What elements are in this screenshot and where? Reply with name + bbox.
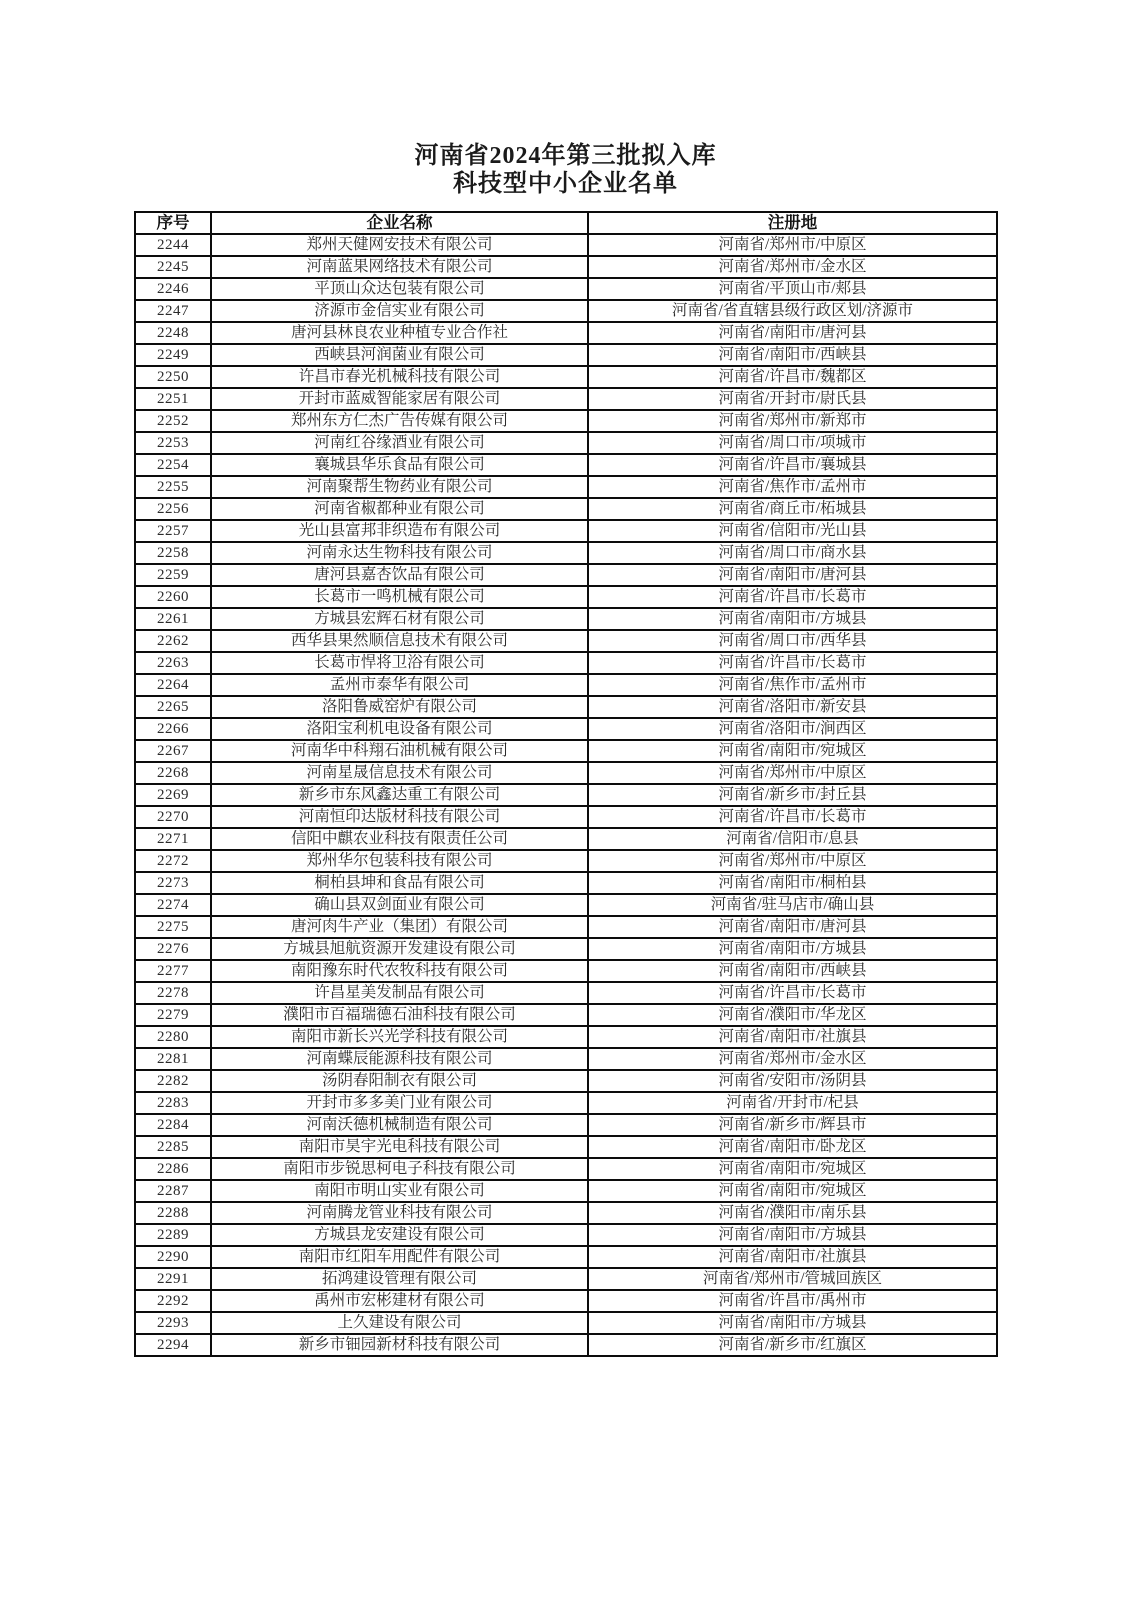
cell-company-name: 唐河县嘉杏饮品有限公司 [211, 564, 588, 586]
cell-company-name: 南阳市步锐思柯电子科技有限公司 [211, 1158, 588, 1180]
cell-registration-place: 河南省/郑州市/新郑市 [588, 410, 997, 432]
cell-company-name: 河南恒印达版材科技有限公司 [211, 806, 588, 828]
cell-registration-place: 河南省/许昌市/长葛市 [588, 806, 997, 828]
cell-company-name: 河南红谷缘酒业有限公司 [211, 432, 588, 454]
cell-serial-number: 2286 [135, 1158, 211, 1180]
cell-registration-place: 河南省/南阳市/宛城区 [588, 740, 997, 762]
cell-company-name: 河南星晟信息技术有限公司 [211, 762, 588, 784]
cell-registration-place: 河南省/南阳市/卧龙区 [588, 1136, 997, 1158]
cell-serial-number: 2279 [135, 1004, 211, 1026]
cell-company-name: 河南蓝果网络技术有限公司 [211, 256, 588, 278]
cell-serial-number: 2272 [135, 850, 211, 872]
cell-serial-number: 2262 [135, 630, 211, 652]
table-row [135, 1180, 997, 1202]
table-row [135, 520, 997, 542]
cell-company-name: 新乡市钿园新材科技有限公司 [211, 1334, 588, 1356]
cell-registration-place: 河南省/许昌市/长葛市 [588, 652, 997, 674]
cell-registration-place: 河南省/南阳市/西峡县 [588, 344, 997, 366]
cell-company-name: 长葛市悍将卫浴有限公司 [211, 652, 588, 674]
cell-registration-place: 河南省/新乡市/辉县市 [588, 1114, 997, 1136]
title-line-2: 科技型中小企业名单 [453, 171, 678, 197]
cell-company-name: 方城县宏辉石材有限公司 [211, 608, 588, 630]
cell-registration-place: 河南省/许昌市/长葛市 [588, 586, 997, 608]
cell-registration-place: 河南省/驻马店市/确山县 [588, 894, 997, 916]
cell-serial-number: 2284 [135, 1114, 211, 1136]
cell-serial-number: 2250 [135, 366, 211, 388]
cell-company-name: 平顶山众达包装有限公司 [211, 278, 588, 300]
cell-serial-number: 2269 [135, 784, 211, 806]
cell-company-name: 河南华中科翔石油机械有限公司 [211, 740, 588, 762]
cell-serial-number: 2247 [135, 300, 211, 322]
cell-registration-place: 河南省/开封市/尉氏县 [588, 388, 997, 410]
cell-company-name: 长葛市一鸣机械有限公司 [211, 586, 588, 608]
table-row [135, 366, 997, 388]
table-header-row [135, 212, 997, 234]
cell-registration-place: 河南省/许昌市/长葛市 [588, 982, 997, 1004]
cell-company-name: 光山县富邦非织造布有限公司 [211, 520, 588, 542]
cell-registration-place: 河南省/信阳市/息县 [588, 828, 997, 850]
cell-company-name: 郑州东方仁杰广告传媒有限公司 [211, 410, 588, 432]
cell-serial-number: 2280 [135, 1026, 211, 1048]
table-row [135, 1224, 997, 1246]
cell-registration-place: 河南省/南阳市/唐河县 [588, 916, 997, 938]
cell-serial-number: 2265 [135, 696, 211, 718]
table-row [135, 894, 997, 916]
cell-company-name: 郑州天健网安技术有限公司 [211, 234, 588, 256]
cell-company-name: 西华县果然顺信息技术有限公司 [211, 630, 588, 652]
table-row [135, 806, 997, 828]
table-row [135, 1004, 997, 1026]
table-row [135, 784, 997, 806]
cell-serial-number: 2283 [135, 1092, 211, 1114]
cell-serial-number: 2255 [135, 476, 211, 498]
cell-company-name: 上久建设有限公司 [211, 1312, 588, 1334]
cell-registration-place: 河南省/许昌市/襄城县 [588, 454, 997, 476]
cell-registration-place: 河南省/平顶山市/郏县 [588, 278, 997, 300]
cell-serial-number: 2245 [135, 256, 211, 278]
cell-registration-place: 河南省/新乡市/红旗区 [588, 1334, 997, 1356]
cell-registration-place: 河南省/南阳市/社旗县 [588, 1026, 997, 1048]
cell-company-name: 郑州华尔包装科技有限公司 [211, 850, 588, 872]
table-row [135, 1290, 997, 1312]
header-company-name: 企业名称 [211, 212, 588, 234]
cell-registration-place: 河南省/信阳市/光山县 [588, 520, 997, 542]
cell-serial-number: 2287 [135, 1180, 211, 1202]
table-row [135, 1268, 997, 1290]
table-row [135, 1334, 997, 1356]
cell-company-name: 汤阴春阳制衣有限公司 [211, 1070, 588, 1092]
cell-registration-place: 河南省/周口市/西华县 [588, 630, 997, 652]
cell-registration-place: 河南省/焦作市/孟州市 [588, 476, 997, 498]
cell-serial-number: 2256 [135, 498, 211, 520]
cell-registration-place: 河南省/南阳市/唐河县 [588, 322, 997, 344]
cell-registration-place: 河南省/郑州市/中原区 [588, 762, 997, 784]
cell-serial-number: 2252 [135, 410, 211, 432]
cell-company-name: 襄城县华乐食品有限公司 [211, 454, 588, 476]
cell-serial-number: 2264 [135, 674, 211, 696]
cell-company-name: 确山县双剑面业有限公司 [211, 894, 588, 916]
cell-registration-place: 河南省/濮阳市/南乐县 [588, 1202, 997, 1224]
cell-registration-place: 河南省/许昌市/魏都区 [588, 366, 997, 388]
cell-company-name: 洛阳鲁威窑炉有限公司 [211, 696, 588, 718]
cell-serial-number: 2263 [135, 652, 211, 674]
cell-serial-number: 2258 [135, 542, 211, 564]
cell-registration-place: 河南省/南阳市/社旗县 [588, 1246, 997, 1268]
cell-registration-place: 河南省/开封市/杞县 [588, 1092, 997, 1114]
cell-registration-place: 河南省/南阳市/桐柏县 [588, 872, 997, 894]
cell-registration-place: 河南省/南阳市/宛城区 [588, 1158, 997, 1180]
cell-company-name: 新乡市东风鑫达重工有限公司 [211, 784, 588, 806]
cell-company-name: 南阳市新长兴光学科技有限公司 [211, 1026, 588, 1048]
table-row [135, 652, 997, 674]
cell-registration-place: 河南省/郑州市/金水区 [588, 1048, 997, 1070]
cell-company-name: 开封市蓝威智能家居有限公司 [211, 388, 588, 410]
table-row [135, 696, 997, 718]
cell-serial-number: 2275 [135, 916, 211, 938]
table-row [135, 586, 997, 608]
table-row [135, 1202, 997, 1224]
cell-serial-number: 2268 [135, 762, 211, 784]
cell-company-name: 洛阳宝利机电设备有限公司 [211, 718, 588, 740]
table-row [135, 300, 997, 322]
header-registration-place: 注册地 [588, 212, 997, 234]
cell-serial-number: 2253 [135, 432, 211, 454]
table-row [135, 432, 997, 454]
cell-registration-place: 河南省/商丘市/柘城县 [588, 498, 997, 520]
cell-serial-number: 2290 [135, 1246, 211, 1268]
cell-registration-place: 河南省/南阳市/方城县 [588, 1224, 997, 1246]
cell-company-name: 南阳市昊宇光电科技有限公司 [211, 1136, 588, 1158]
cell-serial-number: 2289 [135, 1224, 211, 1246]
cell-serial-number: 2266 [135, 718, 211, 740]
cell-registration-place: 河南省/郑州市/金水区 [588, 256, 997, 278]
table-row [135, 234, 997, 256]
cell-registration-place: 河南省/周口市/商水县 [588, 542, 997, 564]
company-table [134, 211, 998, 1357]
table-row [135, 564, 997, 586]
document-title [0, 142, 1131, 198]
cell-company-name: 濮阳市百福瑞德石油科技有限公司 [211, 1004, 588, 1026]
table-row [135, 344, 997, 366]
table-row [135, 542, 997, 564]
cell-registration-place: 河南省/濮阳市/华龙区 [588, 1004, 997, 1026]
header-serial-number: 序号 [135, 212, 211, 234]
cell-serial-number: 2244 [135, 234, 211, 256]
cell-company-name: 方城县旭航资源开发建设有限公司 [211, 938, 588, 960]
cell-company-name: 河南蝶辰能源科技有限公司 [211, 1048, 588, 1070]
table-row [135, 1026, 997, 1048]
table-row [135, 1136, 997, 1158]
cell-registration-place: 河南省/南阳市/方城县 [588, 1312, 997, 1334]
cell-company-name: 河南聚帮生物药业有限公司 [211, 476, 588, 498]
table-row [135, 828, 997, 850]
cell-registration-place: 河南省/郑州市/中原区 [588, 234, 997, 256]
cell-serial-number: 2251 [135, 388, 211, 410]
cell-registration-place: 河南省/洛阳市/新安县 [588, 696, 997, 718]
cell-company-name: 禹州市宏彬建材有限公司 [211, 1290, 588, 1312]
cell-company-name: 桐柏县坤和食品有限公司 [211, 872, 588, 894]
table-row [135, 718, 997, 740]
cell-registration-place: 河南省/南阳市/方城县 [588, 608, 997, 630]
table-row [135, 1246, 997, 1268]
cell-company-name: 唐河县林良农业种植专业合作社 [211, 322, 588, 344]
table-row [135, 608, 997, 630]
table-row [135, 982, 997, 1004]
cell-serial-number: 2274 [135, 894, 211, 916]
cell-serial-number: 2248 [135, 322, 211, 344]
cell-serial-number: 2292 [135, 1290, 211, 1312]
title-line-1: 河南省2024年第三批拟入库 [414, 143, 717, 169]
table-row [135, 630, 997, 652]
cell-serial-number: 2294 [135, 1334, 211, 1356]
table-row [135, 322, 997, 344]
cell-serial-number: 2273 [135, 872, 211, 894]
cell-registration-place: 河南省/郑州市/中原区 [588, 850, 997, 872]
cell-company-name: 河南腾龙管业科技有限公司 [211, 1202, 588, 1224]
table-row [135, 762, 997, 784]
cell-serial-number: 2270 [135, 806, 211, 828]
cell-company-name: 河南省椒都种业有限公司 [211, 498, 588, 520]
table-row [135, 872, 997, 894]
cell-company-name: 唐河肉牛产业（集团）有限公司 [211, 916, 588, 938]
table-row [135, 1158, 997, 1180]
cell-serial-number: 2277 [135, 960, 211, 982]
table-row [135, 938, 997, 960]
cell-registration-place: 河南省/南阳市/方城县 [588, 938, 997, 960]
cell-company-name: 开封市多多美门业有限公司 [211, 1092, 588, 1114]
table-row [135, 256, 997, 278]
cell-serial-number: 2291 [135, 1268, 211, 1290]
cell-company-name: 方城县龙安建设有限公司 [211, 1224, 588, 1246]
cell-registration-place: 河南省/省直辖县级行政区划/济源市 [588, 300, 997, 322]
cell-company-name: 河南永达生物科技有限公司 [211, 542, 588, 564]
table-row [135, 674, 997, 696]
cell-registration-place: 河南省/许昌市/禹州市 [588, 1290, 997, 1312]
table-row [135, 498, 997, 520]
table-body [135, 234, 997, 1356]
cell-company-name: 孟州市泰华有限公司 [211, 674, 588, 696]
cell-company-name: 许昌星美发制品有限公司 [211, 982, 588, 1004]
table-row [135, 388, 997, 410]
cell-serial-number: 2293 [135, 1312, 211, 1334]
cell-company-name: 济源市金信实业有限公司 [211, 300, 588, 322]
cell-serial-number: 2249 [135, 344, 211, 366]
cell-serial-number: 2267 [135, 740, 211, 762]
cell-registration-place: 河南省/南阳市/唐河县 [588, 564, 997, 586]
table-row [135, 740, 997, 762]
cell-serial-number: 2281 [135, 1048, 211, 1070]
cell-company-name: 河南沃德机械制造有限公司 [211, 1114, 588, 1136]
cell-serial-number: 2282 [135, 1070, 211, 1092]
cell-registration-place: 河南省/洛阳市/涧西区 [588, 718, 997, 740]
cell-company-name: 南阳市明山实业有限公司 [211, 1180, 588, 1202]
cell-registration-place: 河南省/安阳市/汤阴县 [588, 1070, 997, 1092]
cell-registration-place: 河南省/南阳市/西峡县 [588, 960, 997, 982]
table-row [135, 1092, 997, 1114]
table-row [135, 916, 997, 938]
cell-serial-number: 2259 [135, 564, 211, 586]
table-row [135, 850, 997, 872]
cell-serial-number: 2257 [135, 520, 211, 542]
table-row [135, 476, 997, 498]
cell-serial-number: 2246 [135, 278, 211, 300]
cell-serial-number: 2260 [135, 586, 211, 608]
cell-registration-place: 河南省/南阳市/宛城区 [588, 1180, 997, 1202]
cell-company-name: 南阳豫东时代农牧科技有限公司 [211, 960, 588, 982]
table-row [135, 960, 997, 982]
cell-registration-place: 河南省/周口市/项城市 [588, 432, 997, 454]
cell-serial-number: 2285 [135, 1136, 211, 1158]
cell-serial-number: 2276 [135, 938, 211, 960]
cell-serial-number: 2261 [135, 608, 211, 630]
table-row [135, 1114, 997, 1136]
cell-registration-place: 河南省/焦作市/孟州市 [588, 674, 997, 696]
cell-registration-place: 河南省/郑州市/管城回族区 [588, 1268, 997, 1290]
cell-company-name: 信阳中麒农业科技有限责任公司 [211, 828, 588, 850]
cell-registration-place: 河南省/新乡市/封丘县 [588, 784, 997, 806]
table-row [135, 410, 997, 432]
table-row [135, 454, 997, 476]
cell-serial-number: 2271 [135, 828, 211, 850]
table-row [135, 278, 997, 300]
cell-company-name: 西峡县河润菌业有限公司 [211, 344, 588, 366]
cell-company-name: 拓鸿建设管理有限公司 [211, 1268, 588, 1290]
table-row [135, 1048, 997, 1070]
cell-serial-number: 2254 [135, 454, 211, 476]
cell-serial-number: 2288 [135, 1202, 211, 1224]
table-row [135, 1070, 997, 1092]
cell-company-name: 南阳市红阳车用配件有限公司 [211, 1246, 588, 1268]
cell-serial-number: 2278 [135, 982, 211, 1004]
cell-company-name: 许昌市春光机械科技有限公司 [211, 366, 588, 388]
table-row [135, 1312, 997, 1334]
